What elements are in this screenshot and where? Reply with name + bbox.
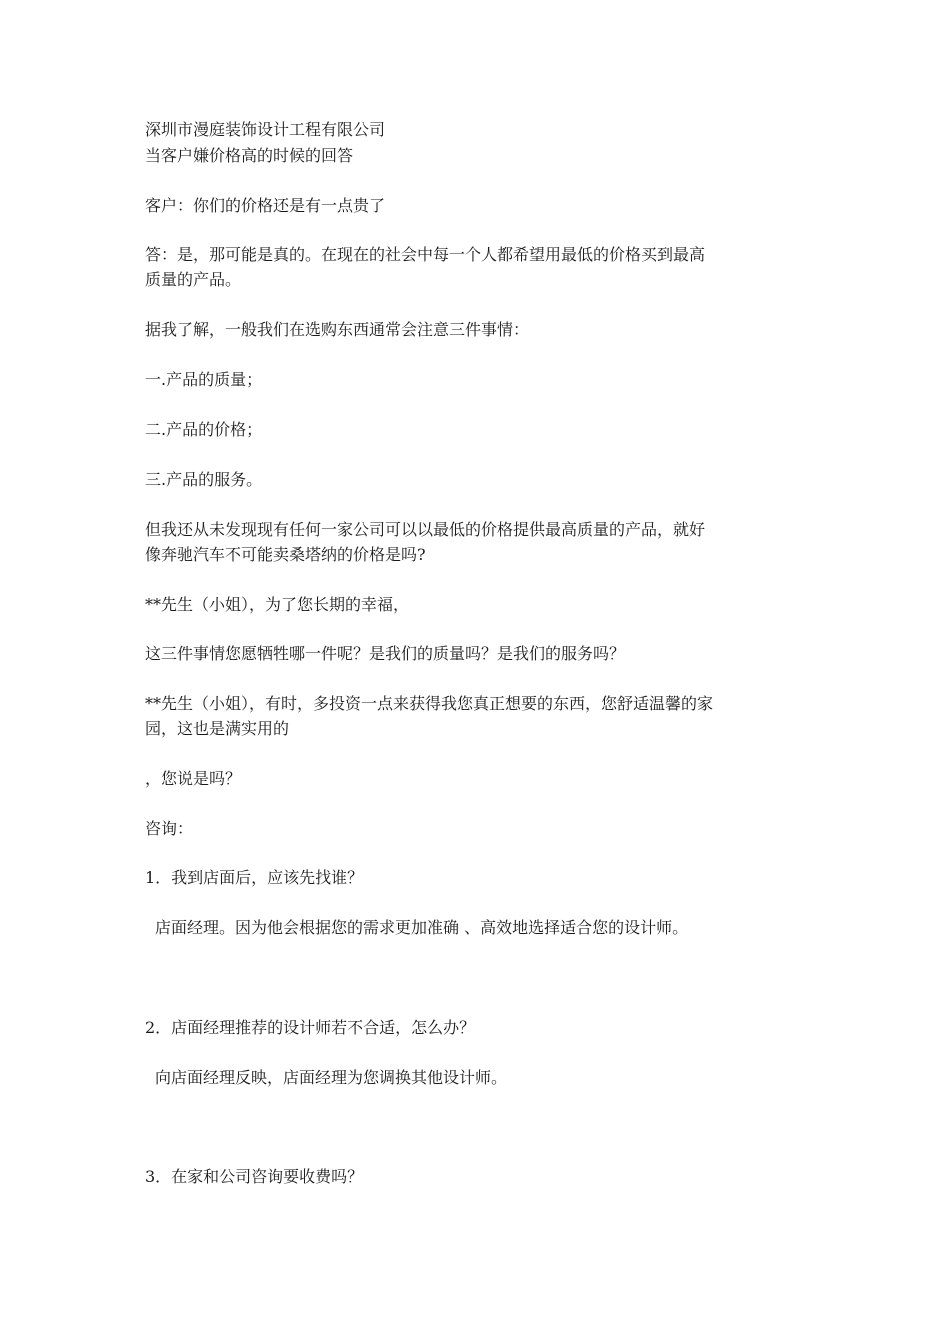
paragraph-line-2: 像奔驰汽车不可能卖桑塔纳的价格是吗? xyxy=(145,545,426,564)
point-price: 二.产品的价格； xyxy=(145,420,263,439)
point-quality: 一.产品的质量； xyxy=(145,370,263,389)
intro-line: 据我了解，一般我们在选购东西通常会注意三件事情： xyxy=(145,320,530,339)
company-name: 深圳市漫庭装饰设计工程有限公司 xyxy=(145,120,386,139)
faq-question-2: 2．店面经理推荐的设计师若不合适，怎么办？ xyxy=(145,1018,476,1037)
question-line: 这三件事情您愿牺牲哪一件呢？是我们的质量吗？是我们的服务吗？ xyxy=(145,644,626,663)
closing-line: ，您说是吗？ xyxy=(145,769,242,788)
answer-line-2: 质量的产品。 xyxy=(145,270,242,289)
faq-question-3: 3．在家和公司咨询要收费吗？ xyxy=(145,1167,364,1186)
faq-answer-1: 店面经理。因为他会根据您的需求更加准确 、高效地选择适合您的设计师。 xyxy=(155,918,689,937)
point-service: 三.产品的服务。 xyxy=(145,470,263,489)
sir-line-1: **先生（小姐），为了您长期的幸福， xyxy=(145,595,410,614)
customer-line: 客户：你们的价格还是有一点贵了 xyxy=(145,196,386,215)
faq-question-1: 1．我到店面后，应该先找谁？ xyxy=(145,868,364,887)
sir2-line-2: 园，这也是满实用的 xyxy=(145,719,290,738)
faq-heading: 咨询： xyxy=(145,819,194,838)
paragraph-line-1: 但我还从未发现现有任何一家公司可以以最低的价格提供最高质量的产品，就好 xyxy=(145,520,706,539)
faq-answer-2: 向店面经理反映，店面经理为您调换其他设计师。 xyxy=(155,1068,508,1087)
document-title: 当客户嫌价格高的时候的回答 xyxy=(145,146,354,165)
answer-line-1: 答：是，那可能是真的。在现在的社会中每一个人都希望用最低的价格买到最高 xyxy=(145,245,706,264)
sir2-line-1: **先生（小姐），有时，多投资一点来获得我您真正想要的东西，您舒适温馨的家 xyxy=(145,694,714,713)
